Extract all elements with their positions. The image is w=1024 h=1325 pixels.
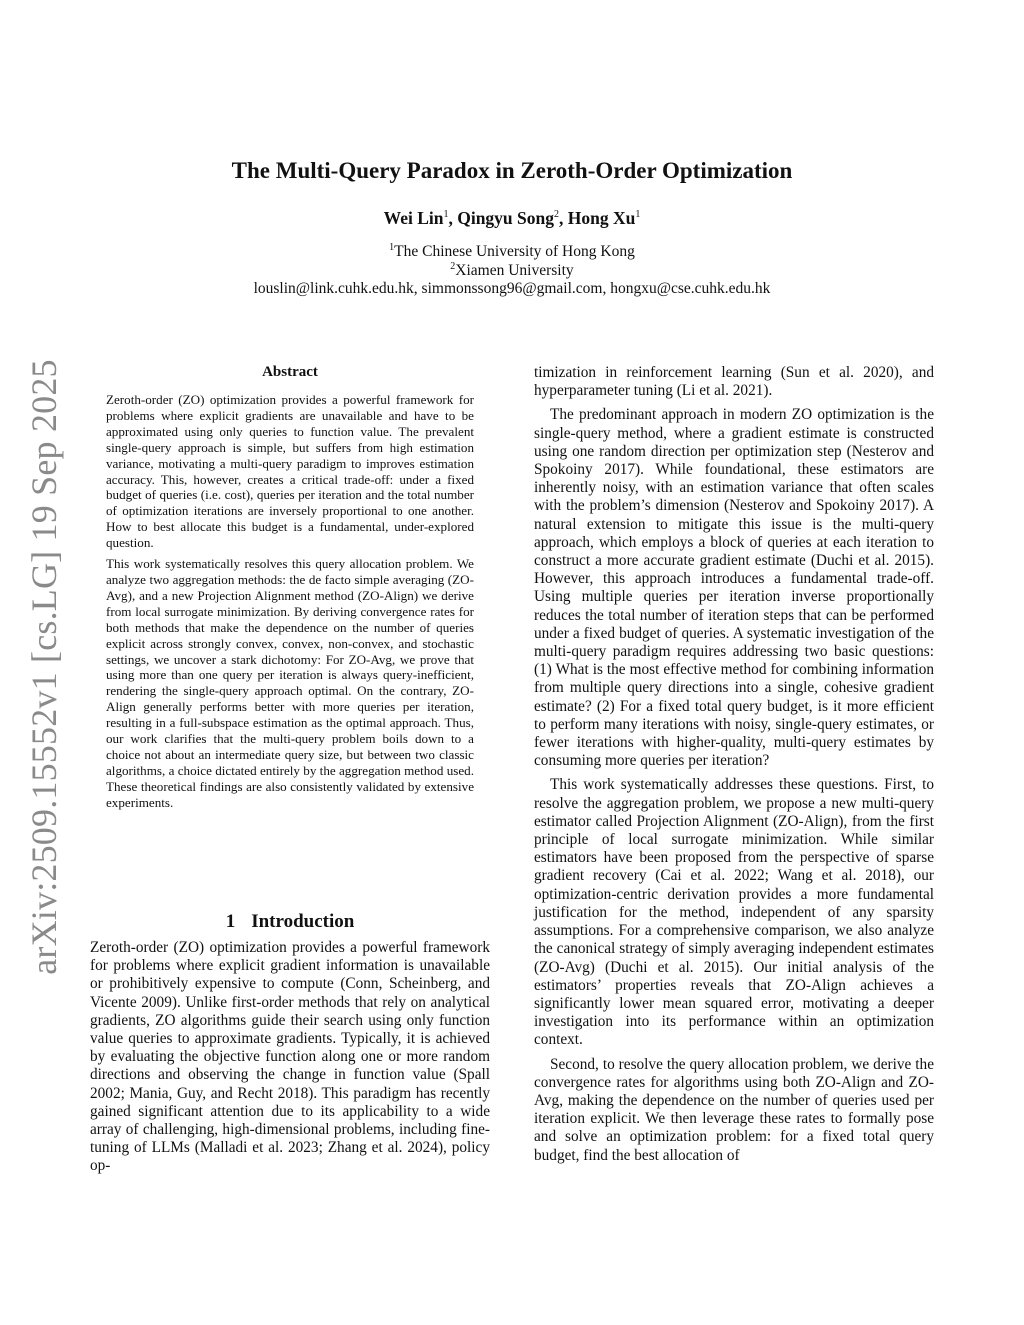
section-number: 1 — [225, 911, 236, 932]
section-title: Introduction — [251, 911, 355, 932]
author-affiliation-mark: 1 — [443, 209, 449, 221]
author-affiliation-mark: 2 — [554, 209, 559, 221]
body-paragraph: This work systematically addresses these questions. First, to resolve the aggregation problem, we propose a new multi-query estimator called Projection Alignment (ZO-Align), from the first principle of local surrogate minimization. While similar estimators have been proposed from the perspective of sparse gradient recovery (Cai et al. 2022; Wang et al. 2018), our optimization-centric derivation provides a more fundamental justification for the method, independent of any sparsity assumptions. For a comprehensive comparison, we also analyze the canonical strategy of simply averaging independent estimates (ZO-Avg) (Duchi et al. 2015). Our initial analysis of the estimators’ properties reveals that ZO-Align achieves a significantly lower mean squared error, motivating a deeper investigation into its performance within an optimization context. — [534, 776, 934, 1049]
affiliation-name: Xiamen University — [455, 262, 574, 280]
body-paragraph: The predominant approach in modern ZO optimization is the single-query method, where a gradient estimate is constructed using one random direction per optimization step (Nesterov and Spokoiny 2017). While foundational, these estimators are inherently noisy, with an estimation variance that often scales with the problem’s dimension (Nesterov and Spokoiny 2017). A natural extension to mitigate this issue is the multi-query approach, which employs a block of queries at each iteration to construct a more accurate gradient estimate (Duchi et al. 2015). However, this approach introduces a fundamental trade-off. Using multiple queries per iteration inverse proportionally reduces the total number of iteration steps that can be performed under a fixed budget of queries. A systematic investigation of the multi-query paradigm requires addressing two basic questions: (1) What is the most effective method for combining information from multiple query directions into a single, cohesive gradient estimate? (2) For a fixed total query budget, is it more efficient to perform many iterations with noisy, single-query estimates, or fewer iterations with higher-quality, multi-query estimates by consuming more queries per iteration? — [534, 406, 934, 770]
body-paragraph: Zeroth-order (ZO) optimization provides a powerful framework for problems where explicit gradient information is unavailable or prohibitively expensive to compute (Conn, Scheinberg, and Vicente 2009). Unlike first-order methods that rely on analytical gradients, ZO algorithms guide their search using only function value queries to approximate gradients. Typically, it is achieved by evaluating the objective function along one or more random directions and observing the change in function value (Spall 2002; Mania, Guy, and Recht 2018). This paradigm has recently gained significant attention due to its applicability to a wide array of challenging, high-dimensional problems, including fine-tuning of LLMs (Malladi et al. 2023; Zhang et al. 2024), policy op- — [90, 939, 490, 1175]
author-affiliation-mark: 1 — [635, 209, 641, 221]
section-heading-introduction — [90, 911, 490, 933]
affiliation-mark: 2 — [450, 261, 456, 272]
introduction-left-column — [90, 939, 490, 1176]
abstract-paragraph: This work systematically resolves this query allocation problem. We analyze two aggregation methods: the de facto simple averaging (ZO-Avg), and a new Projection Alignment method (ZO-Align) we derive from local surrogate minimization. By deriving convergence rates for both methods that make the dependence on the number of queries explicit across strongly convex, convex, non-convex, and stochastic settings, we uncover a stark dichotomy: For ZO-Avg, we prove that using more than one query per iteration is always query-inefficient, rendering the single-query approach optimal. On the contrary, ZO-Align generally performs better with more queries per iteration, resulting in a full-subspace estimation as the optimal approach. Thus, our work clarifies that the multi-query problem boils down to a choice not about an intermediate query size, but between two classic algorithms, a choice dictated entirely by the aggregation method used. These theoretical findings are also consistently validated by extensive experiments. — [106, 556, 474, 810]
author-emails: louslin@link.cuhk.edu.hk, simmonssong96@gmail.com, hongxu@cse.cuhk.edu.hk — [253, 280, 771, 297]
author-list — [130, 208, 894, 229]
affiliation-name: The Chinese University of Hong Kong — [394, 243, 635, 261]
author-separator: , — [559, 208, 568, 228]
author-name: Qingyu Song — [457, 208, 554, 228]
author-name: Hong Xu — [567, 208, 636, 228]
body-paragraph: timization in reinforcement learning (Sun et al. 2020), and hyperparameter tuning (Li et al. 2021). — [534, 364, 934, 400]
body-paragraph: Second, to resolve the query allocation problem, we derive the convergence rates for algorithms using both ZO-Align and ZO-Avg, making the dependence on the number of queries used per iteration explicit. We then leverage these rates to formally pose and solve an optimization problem: for a fixed total query budget, find the best allocation of — [534, 1055, 934, 1164]
introduction-right-column — [534, 364, 934, 1171]
abstract-body — [106, 392, 474, 816]
affiliation-mark: 1 — [389, 242, 395, 253]
author-name: Wei Lin — [383, 208, 444, 228]
affiliation — [130, 242, 894, 261]
abstract-paragraph: Zeroth-order (ZO) optimization provides a powerful framework for problems where explicit gradients are unavailable and have to be approximated using only queries to function value. The prevalent single-query approach is simple, but suffers from high estimation variance, motivating a multi-query paradigm to improves estimation accuracy. This, however, creates a critical trade-off: under a fixed budget of queries (i.e. cost), queries per iteration and the total number of optimization iterations are inversely proportional to one another. How to best allocate this budget is a fundamental, under-explored question. — [106, 392, 474, 551]
author-separator: , — [448, 208, 458, 228]
affiliation — [130, 261, 894, 280]
paper-title: The Multi-Query Paradox in Zeroth-Order Optimization — [231, 158, 793, 183]
arxiv-identifier-stamp[interactable]: arXiv:2509.15552v1 [cs.LG] 19 Sep 2025 — [24, 359, 64, 975]
abstract-heading: Abstract — [262, 364, 318, 380]
